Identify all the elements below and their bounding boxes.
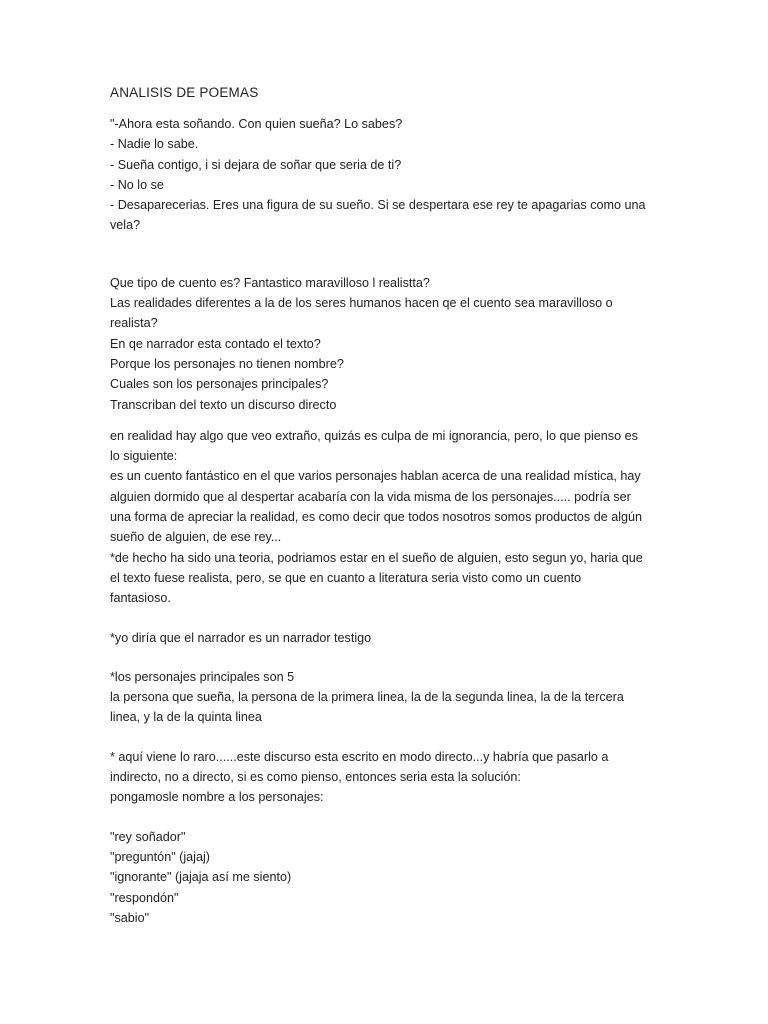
question-line: En qe narrador esta contado el texto? bbox=[110, 336, 321, 351]
poem-line: - Desaparecerias. Eres una figura de su sueño. Si se despertara ese rey te apagarias como una bbox=[110, 198, 646, 213]
question-line: realista? bbox=[110, 316, 158, 331]
narrator-answer-block bbox=[110, 628, 670, 648]
answer-line: el texto fuese realista, pero, se que en cuanto a literatura seria visto como un cuento bbox=[110, 570, 582, 585]
question-line: Cuales son los personajes principales? bbox=[110, 377, 329, 392]
answer-line: *yo diría que el narrador es un narrador testigo bbox=[110, 630, 372, 645]
poem-line: - No lo se bbox=[110, 177, 164, 192]
spacer bbox=[110, 609, 670, 628]
answer-line: *los personajes principales son 5 bbox=[110, 669, 295, 684]
list-item: "respondón" bbox=[110, 890, 179, 905]
answer-line: indirecto, no a directo, si es como pienso, entonces seria esta la solución: bbox=[110, 770, 521, 785]
answer-line: sueño de alguien, de ese rey... bbox=[110, 530, 282, 545]
characters-answer-block bbox=[110, 667, 670, 728]
poem-line: "-Ahora esta soñando. Con quien sueña? Lo sabes? bbox=[110, 117, 403, 131]
list-item: "sabio" bbox=[110, 910, 150, 925]
answer-line: es un cuento fantástico en el que varios personajes hablan acerca de una realidad mística, hay bbox=[110, 469, 641, 484]
answer-line: *de hecho ha sido una teoria, podriamos estar en el sueño de alguien, esto segun yo, haria que bbox=[110, 550, 643, 565]
poem-line: - Nadie lo sabe. bbox=[110, 137, 199, 152]
question-line: Que tipo de cuento es? Fantastico maravilloso l realistta? bbox=[110, 275, 430, 290]
spacer bbox=[110, 648, 670, 667]
answer-intro-block bbox=[110, 426, 670, 609]
list-item: "preguntón" (jajaj) bbox=[110, 849, 210, 864]
answer-line: linea, y la de la quinta linea bbox=[110, 710, 262, 725]
spacer bbox=[110, 808, 670, 827]
answer-line: en realidad hay algo que veo extraño, quizás es culpa de mi ignorancia, pero, lo que pienso es bbox=[110, 428, 638, 443]
answer-line: alguien dormido que al despertar acabaría con la vida misma de los personajes..... podría ser bbox=[110, 489, 631, 504]
poem-line: vela? bbox=[110, 218, 141, 233]
speech-answer-block bbox=[110, 747, 670, 808]
spacer bbox=[110, 728, 670, 747]
questions-block bbox=[110, 273, 670, 415]
list-item: "ignorante" (jajaja así me siento) bbox=[110, 870, 292, 885]
character-names-list bbox=[110, 827, 670, 928]
spacer bbox=[110, 236, 670, 273]
document-title: ANALISIS DE POEMAS bbox=[110, 85, 259, 100]
question-line: Las realidades diferentes a la de los seres humanos hacen qe el cuento sea maravilloso o bbox=[110, 296, 613, 311]
answer-line: una forma de apreciar la realidad, es como decir que todos nosotros somos productos de algún bbox=[110, 510, 643, 525]
answer-line: la persona que sueña, la persona de la primera linea, la de la segunda linea, la de la tercera bbox=[110, 690, 624, 705]
question-line: Transcriban del texto un discurso directo bbox=[110, 397, 337, 412]
poem-line: - Sueña contigo, i si dejara de soñar que seria de ti? bbox=[110, 157, 402, 172]
question-line: Porque los personajes no tienen nombre? bbox=[110, 356, 344, 371]
document-page bbox=[110, 84, 670, 928]
poem-excerpt bbox=[110, 114, 670, 236]
spacer bbox=[110, 415, 670, 426]
answer-line: lo siguiente: bbox=[110, 449, 178, 464]
answer-line: pongamosle nombre a los personajes: bbox=[110, 790, 324, 805]
answer-line: * aquí viene lo raro......este discurso esta escrito en modo directo...y habría que pasarlo a bbox=[110, 749, 609, 764]
answer-line: fantasioso. bbox=[110, 591, 171, 606]
list-item: "rey soñador" bbox=[110, 829, 186, 844]
